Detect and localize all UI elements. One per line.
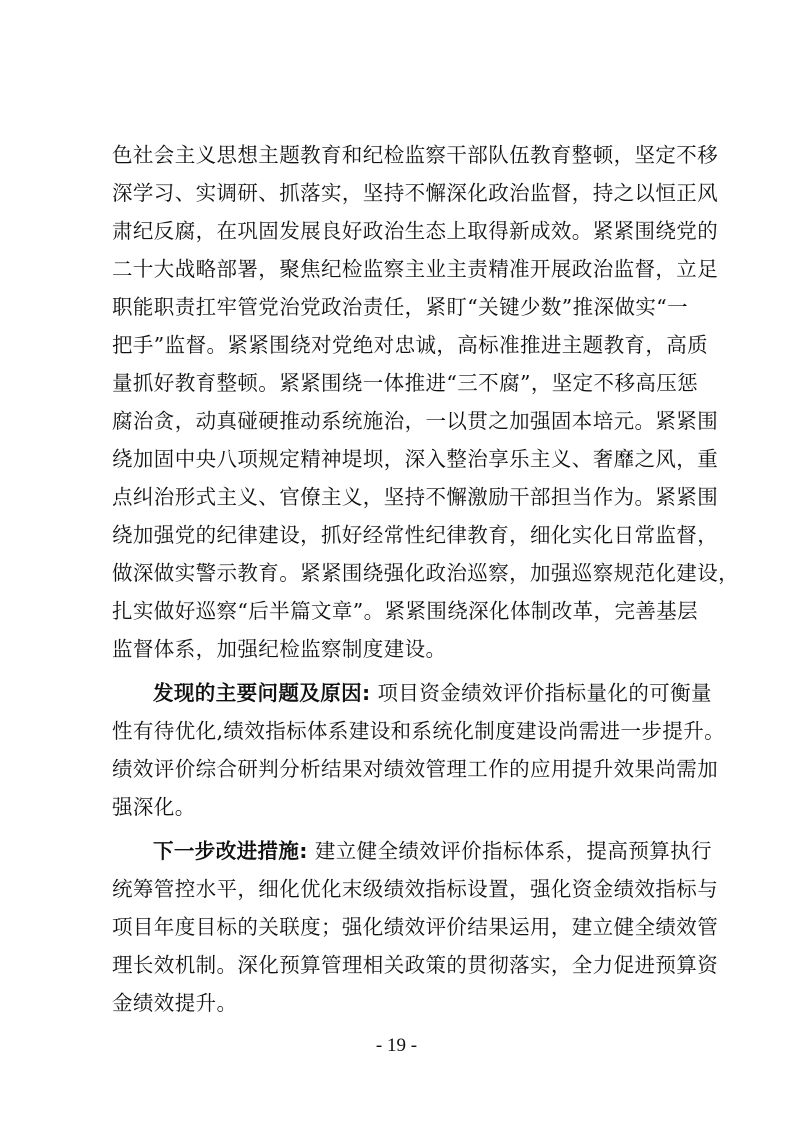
paragraph-line: 统筹管控水平，细化优化末级绩效指标设置，强化资金绩效指标与: [112, 877, 719, 901]
paragraph-party-discipline: [112, 136, 739, 668]
paragraph-line: 做深做实警示教育。紧紧围绕强化政治巡察，加强巡察规范化建设，: [112, 561, 739, 585]
paragraph-line: 绕加强党的纪律建设，抓好经常性纪律教育，细化实化日常监督，: [112, 523, 719, 547]
paragraph-line: 点纠治形式主义、官僚主义，坚持不懈激励干部担当作为。紧紧围: [112, 485, 719, 509]
paragraph-line: 深学习、实调研、抓落实，坚持不懈深化政治监督，持之以恒正风: [112, 181, 719, 205]
section-heading-next-steps: 下一步改进措施:: [153, 839, 308, 863]
paragraph-line: 量抓好教育整顿。紧紧围绕一体推进“三不腐”，坚定不移高压惩: [112, 371, 699, 395]
paragraph-line: 金绩效提升。: [112, 991, 238, 1015]
paragraph-line-text: 建立健全绩效评价指标体系，提高预算执行: [307, 839, 712, 863]
paragraph-line: 腐治贪，动真碰硬推动系统施治，一以贯之加强固本培元。紧紧围: [112, 409, 719, 433]
paragraph-line: 监督体系，加强纪检监察制度建设。: [112, 637, 447, 661]
paragraph-line: 色社会主义思想主题教育和纪检监察干部队伍教育整顿，坚定不移: [112, 143, 719, 167]
paragraph-line: 扎实做好巡察“后半篇文章”。紧紧围绕深化体制改革，完善基层: [112, 599, 699, 623]
paragraph-line: 项目年度目标的关联度；强化绩效评价结果运用，建立健全绩效管: [112, 915, 719, 939]
paragraph-line: 二十大战略部署，聚焦纪检监察主业主责精准开展政治监督，立足: [112, 257, 719, 281]
paragraph-line: 性有待优化,绩效指标体系建设和系统化制度建设尚需进一步提升。: [112, 719, 726, 743]
paragraph-problems: [112, 674, 726, 826]
document-body: [112, 136, 739, 1022]
paragraph-line: 绩效评价综合研判分析结果对绩效管理工作的应用提升效果尚需加: [112, 757, 719, 781]
paragraph-line-text: 项目资金绩效评价指标量化的可衡量: [370, 681, 712, 705]
page-number: - 19 -: [375, 1035, 418, 1056]
paragraph-line: 理长效机制。深化预算管理相关政策的贯彻落实，全力促进预算资: [112, 953, 719, 977]
paragraph-line: 把手”监督。紧紧围绕对党绝对忠诚，高标准推进主题教育，高质: [112, 333, 709, 357]
paragraph-line: 肃纪反腐，在巩固发展良好政治生态上取得新成效。紧紧围绕党的: [112, 219, 719, 243]
paragraph-line: 职能职责扛牢管党治党政治责任，紧盯“关键少数”推深做实“一: [112, 295, 689, 319]
section-heading-problems: 发现的主要问题及原因:: [153, 681, 371, 705]
paragraph-line: 绕加固中央八项规定精神堤坝，深入整治享乐主义、奢靡之风，重: [112, 447, 719, 471]
paragraph-first-line: [112, 832, 712, 870]
paragraph-next-steps: [112, 832, 719, 1022]
paragraph-first-line: [112, 674, 712, 712]
paragraph-line: 强深化。: [112, 795, 196, 819]
